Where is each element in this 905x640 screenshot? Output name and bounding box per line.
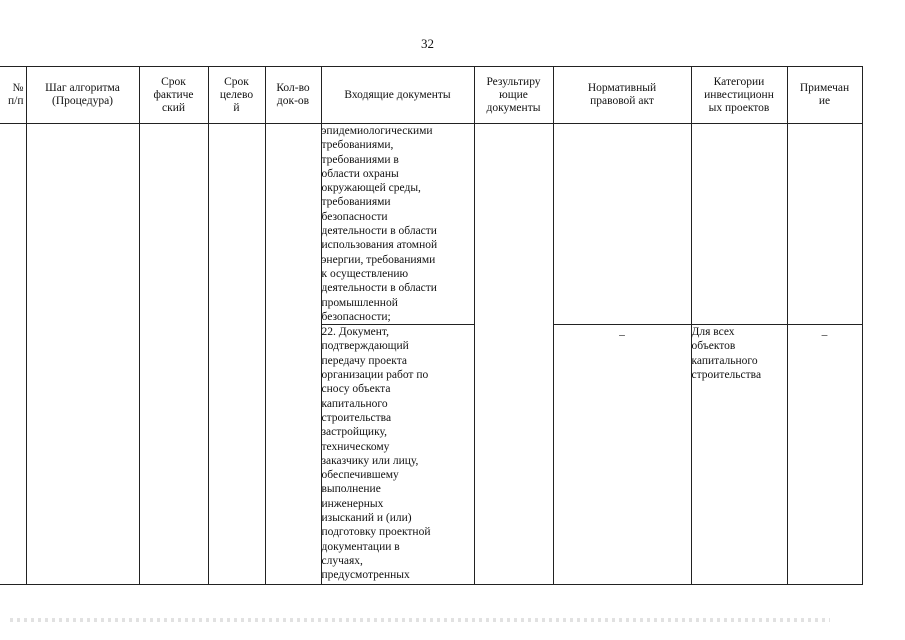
cell-doc-count bbox=[265, 124, 321, 585]
cell-legal-act-1 bbox=[553, 124, 691, 325]
incoming-doc-line: к осуществлению bbox=[321, 267, 409, 280]
header-step: Шаг алгоритма (Процедура) bbox=[26, 67, 139, 124]
incoming-doc-line: застройщику, bbox=[321, 426, 387, 439]
cell-legal-act-2 bbox=[553, 325, 691, 585]
category-line: объектов bbox=[691, 340, 736, 353]
table-row bbox=[0, 124, 862, 325]
cell-actual-term bbox=[139, 124, 208, 585]
cell-incoming-docs-2 bbox=[321, 325, 474, 585]
incoming-doc-line: энергии, требованиями bbox=[321, 253, 436, 266]
page-number: 32 bbox=[421, 36, 434, 51]
procedure-table bbox=[0, 66, 863, 585]
incoming-doc-line: использования атомной bbox=[321, 239, 438, 252]
incoming-doc-line: заказчику или лицу, bbox=[321, 454, 419, 467]
incoming-doc-line: инженерных bbox=[321, 497, 384, 510]
incoming-doc-line: безопасности bbox=[321, 210, 388, 223]
header-incoming-docs: Входящие документы bbox=[321, 67, 474, 124]
incoming-doc-line: сносу объекта bbox=[321, 383, 391, 396]
incoming-doc-line: организации работ по bbox=[321, 369, 429, 382]
category-line: капитального bbox=[691, 354, 758, 367]
header-result-docs: Результиру ющие документы bbox=[474, 67, 553, 124]
table-header-row bbox=[0, 67, 862, 124]
cell-target-term bbox=[208, 124, 265, 585]
incoming-doc-line: передачу проекта bbox=[321, 354, 407, 367]
header-note: Примечан ие bbox=[787, 67, 862, 124]
incoming-doc-line: предусмотренных bbox=[321, 569, 410, 582]
note-dash: – bbox=[821, 329, 828, 342]
cell-note-1 bbox=[787, 124, 862, 325]
cell-result-docs bbox=[474, 124, 553, 585]
header-target-term: Срок целево й bbox=[208, 67, 265, 124]
incoming-doc-line: строительства bbox=[321, 411, 392, 424]
incoming-doc-line: подтверждающий bbox=[321, 340, 409, 353]
incoming-doc-line: документации в bbox=[321, 540, 400, 553]
incoming-doc-line: техническому bbox=[321, 440, 390, 453]
incoming-doc-line: капитального bbox=[321, 397, 388, 410]
incoming-doc-line: промышленной bbox=[321, 296, 398, 309]
incoming-doc-line: эпидемиологическими bbox=[321, 125, 433, 137]
incoming-doc-line: требованиями в bbox=[321, 153, 399, 166]
cell-step bbox=[26, 124, 139, 585]
incoming-doc-line: изысканий и (или) bbox=[321, 512, 412, 525]
cell-note-2 bbox=[787, 325, 862, 585]
incoming-doc-line: деятельности в области bbox=[321, 225, 437, 238]
header-categories: Категории инвестиционн ых проектов bbox=[691, 67, 787, 124]
incoming-doc-line: безопасности; bbox=[321, 310, 391, 323]
cell-categories-1 bbox=[691, 124, 787, 325]
incoming-doc-line: деятельности в области bbox=[321, 282, 437, 295]
incoming-doc-line: области охраны bbox=[321, 167, 399, 180]
cell-categories-2 bbox=[691, 325, 787, 585]
header-number: № п/п bbox=[0, 67, 26, 124]
legal-act-dash: – bbox=[619, 329, 625, 342]
incoming-doc-line: выполнение bbox=[321, 483, 381, 496]
scan-noise-strip bbox=[10, 618, 830, 622]
incoming-doc-line: подготовку проектной bbox=[321, 526, 431, 539]
incoming-doc-line: требованиями bbox=[321, 196, 391, 209]
header-doc-count: Кол-во док-ов bbox=[265, 67, 321, 124]
category-line: Для всех bbox=[691, 326, 735, 339]
incoming-doc-line: требованиями, bbox=[321, 139, 394, 152]
incoming-doc-line: 22. Документ, bbox=[321, 326, 389, 339]
incoming-doc-line: окружающей среды, bbox=[321, 182, 421, 195]
cell-number bbox=[0, 124, 26, 585]
incoming-doc-line: обеспечившему bbox=[321, 469, 399, 482]
header-actual-term: Срок фактиче ский bbox=[139, 67, 208, 124]
category-line: строительства bbox=[691, 369, 762, 382]
incoming-doc-line: случаях, bbox=[321, 554, 363, 567]
cell-incoming-docs-1 bbox=[321, 124, 474, 325]
header-legal-act: Нормативный правовой акт bbox=[553, 67, 691, 124]
